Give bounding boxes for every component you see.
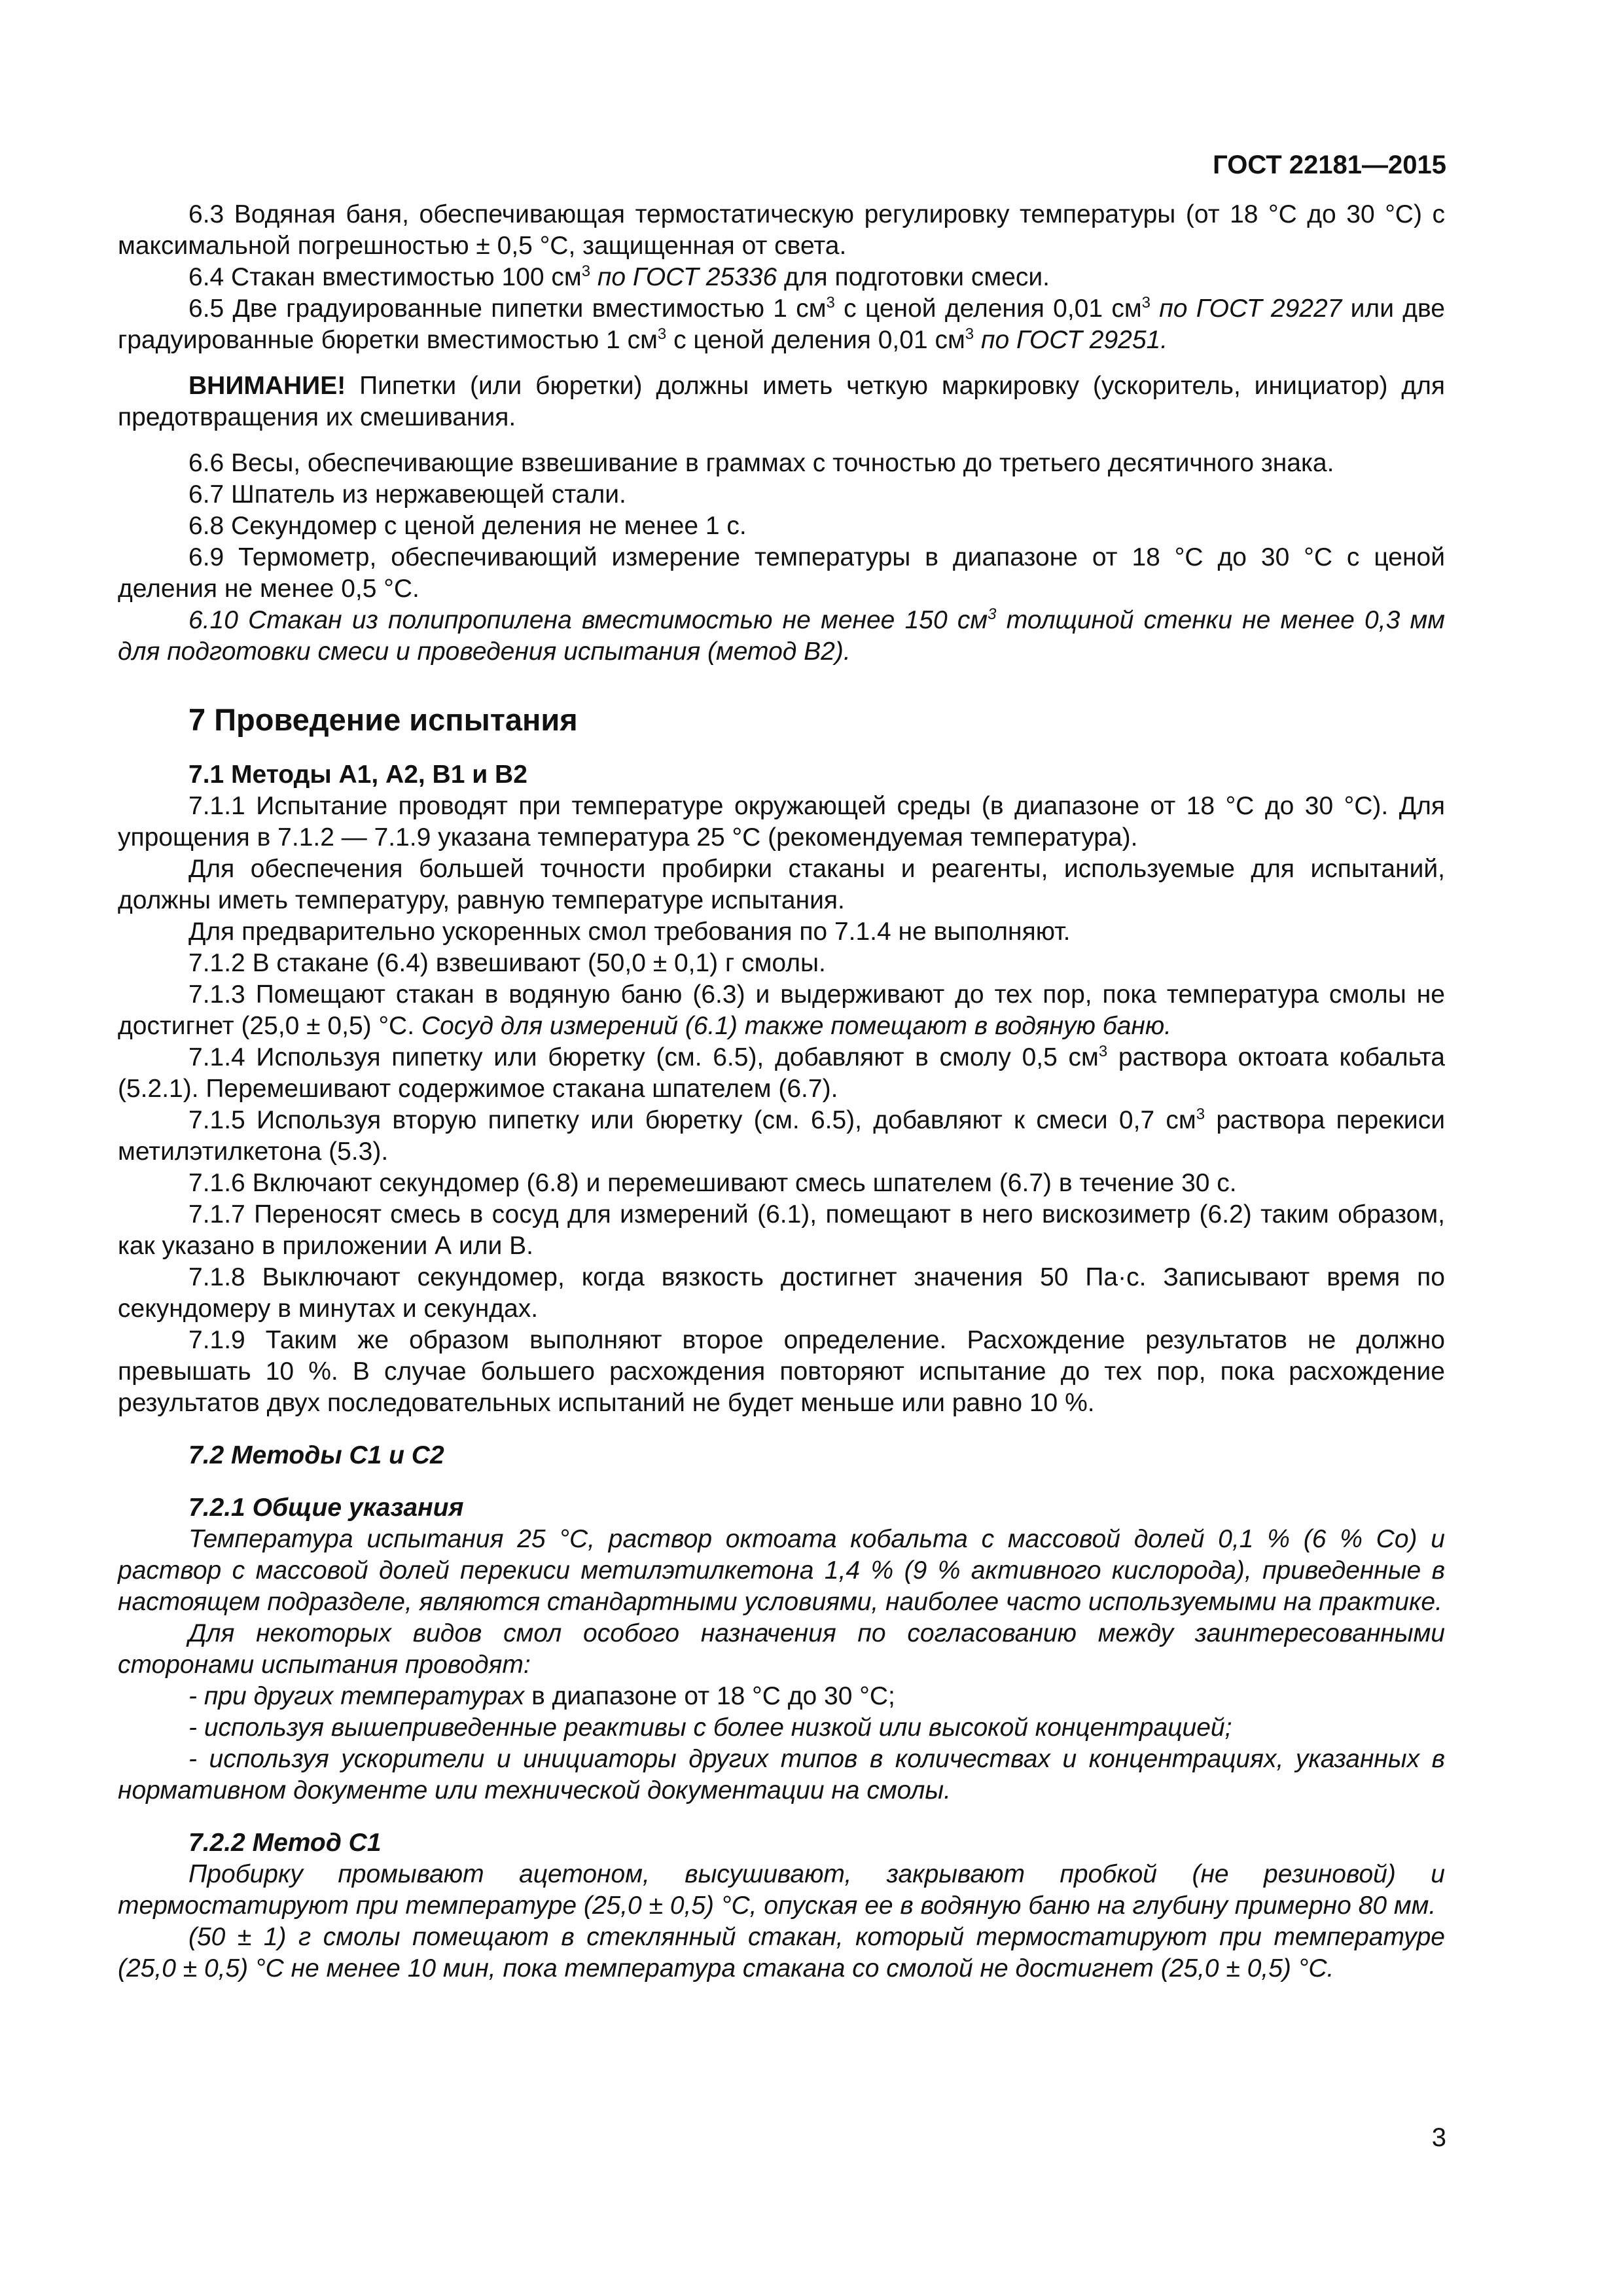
text-span: 7.1.4 Используя пипетку или бюретку (см. 6.5), добавляют в смолу 0,5 см <box>188 1043 1099 1071</box>
paragraph-7-1-2: 7.1.2 В стакане (6.4) взвешивают (50,0 ± 0,1) г смолы. <box>188 949 826 977</box>
paragraph-7-2-1b: Для некоторых видов смол особого назначения по согласованию между заинтересованными сторонами испытания проводят: <box>118 1619 1445 1679</box>
paragraph-6-9: 6.9 Термометр, обеспечивающий измерение температуры в диапазоне от 18 °С до 30 °С с ценой деления не менее 0,5 °С. <box>118 543 1445 603</box>
warning-label: ВНИМАНИЕ! <box>188 372 346 400</box>
superscript: 3 <box>657 325 667 343</box>
paragraph-6-10 <box>118 605 1445 668</box>
superscript: 3 <box>1098 1043 1108 1060</box>
paragraph-7-2-1a: Температура испытания 25 °С, раствор октоата кобальта с массовой долей 0,1 % (6 % Со) и раствор с массовой долей перекиси метилэтилкетона 1,4 % (9 % активного кислорода), приведенные в настоящем подразделе, являются стандартными условиями, наиболее часто используемыми на практике. <box>118 1525 1445 1616</box>
paragraph-6-5 <box>118 293 1445 356</box>
text-span: 6.10 Стакан из полипропилена вместимостью не менее 150 см <box>188 606 988 634</box>
paragraph-6-3: 6.3 Водяная баня, обеспечивающая термостатическую регулировку температуры (от 18 °С до 30 °С) с максимальной погрешностью ± 0,5 °С, защищенная от света. <box>118 200 1445 260</box>
list-item-temperature <box>118 1681 1445 1712</box>
paragraph-7-1-6: 7.1.6 Включают секундомер (6.8) и перемешивают смесь шпателем (6.7) в течение 30 с. <box>188 1169 1237 1197</box>
paragraph-7-1-3 <box>118 979 1445 1042</box>
text-span: с ценой деления 0,01 см <box>834 295 1142 323</box>
text-span: раствора перекиси метилэтилкетона (5.3). <box>118 1106 1445 1166</box>
text-span-italic: - при других температурах <box>188 1682 525 1710</box>
warning-paragraph <box>118 370 1445 433</box>
text-span: 6.4 Стакан вместимостью 100 см <box>188 263 582 291</box>
paragraph-7-1-5 <box>118 1105 1445 1168</box>
superscript: 3 <box>1196 1105 1205 1123</box>
paragraph-7-1-8: 7.1.8 Выключают секундомер, когда вязкость достигнет значения 50 Па·с. Записывают время по секундомеру в минутах и секундах. <box>118 1263 1445 1323</box>
text-span: с ценой деления 0,01 см <box>666 326 965 354</box>
text-span: 6.5 Две градуированные пипетки вместимостью 1 см <box>188 295 827 323</box>
text-span-italic: Сосуд для измерений (6.1) также помещают в водяную баню. <box>414 1012 1172 1040</box>
paragraph-6-7: 6.7 Шпатель из нержавеющей стали. <box>188 480 626 509</box>
paragraph-7-1-1: 7.1.1 Испытание проводят при температуре окружающей среды (в диапазоне от 18 °С до 30 °С). Для упрощения в 7.1.2 — 7.1.9 указана температура 25 °С (рекомендуемая температура). <box>118 792 1445 852</box>
superscript: 3 <box>988 605 997 623</box>
paragraph-7-2-2a: Пробирку промывают ацетоном, высушивают, закрывают пробкой (не резиновой) и термостатируют при температуре (25,0 ± 0,5) °С, опуская ее в водяную баню на глубину примерно 80 мм. <box>118 1860 1445 1920</box>
subsection-7-2-heading: 7.2 Методы С1 и С2 <box>188 1441 444 1469</box>
text-span: реактивы с более низкой или высокой концентрацией; <box>557 1713 1232 1742</box>
text-span: в диапазоне от 18 °С до 30 °С; <box>524 1682 895 1710</box>
text-span: для подготовки смеси. <box>777 263 1050 291</box>
paragraph-6-4 <box>118 262 1445 293</box>
subsection-7-2-1-heading: 7.2.1 Общие указания <box>188 1494 464 1522</box>
list-item-accelerators: - используя ускорители и инициаторы других типов в количествах и концентрациях, указанных в нормативном документе или технической документации на смолы. <box>118 1745 1445 1804</box>
paragraph-6-8: 6.8 Секундомер с ценой деления не менее 1 с. <box>188 512 747 540</box>
subsection-7-1-heading: 7.1 Методы А1, А2, В1 и В2 <box>188 761 527 789</box>
paragraph-7-1-1b: Для обеспечения большей точности пробирки стаканы и реагенты, используемые для испытаний, должны иметь температуру, равную температуре испытания. <box>118 855 1445 914</box>
paragraph-7-2-2b: (50 ± 1) г смолы помещают в стеклянный стакан, который термостатируют при температуре (25,0 ± 0,5) °С не менее 10 мин, пока температура стакана со смолой не достигнет (25,0 ± 0,5) °С. <box>118 1923 1445 1982</box>
text-span: раствора октоата кобальта (5.2.1). Перемешивают содержимое стакана шпателем (6.7). <box>118 1043 1445 1103</box>
paragraph-7-1-4 <box>118 1042 1445 1105</box>
text-span: толщиной стенки не менее 0,3 мм для подготовки смеси и проведения испытания (метод В2). <box>118 606 1445 666</box>
standard-reference: по ГОСТ 25336 <box>590 263 777 291</box>
page-number: 3 <box>1431 2123 1446 2152</box>
paragraph-7-1-7: 7.1.7 Переносят смесь в сосуд для измерений (6.1), помещают в него вискозиметр (6.2) таким образом, как указано в приложении А или В. <box>118 1200 1445 1260</box>
warning-text: Пипетки (или бюретки) должны иметь четкую маркировку (ускоритель, инициатор) для предотвращения их смешивания. <box>118 372 1445 431</box>
paragraph-6-6: 6.6 Весы, обеспечивающие взвешивание в граммах с точностью до третьего десятичного знака. <box>188 449 1334 477</box>
standard-reference: по ГОСТ 29227 <box>1150 295 1342 323</box>
text-span: - используя вышеприведенные <box>188 1713 558 1742</box>
superscript: 3 <box>826 294 835 312</box>
subsection-7-2-2-heading: 7.2.2 Метод С1 <box>188 1829 382 1857</box>
text-span: 7.1.5 Используя вторую пипетку или бюретку (см. 6.5), добавляют к смеси 0,7 см <box>188 1106 1196 1134</box>
document-id-header: ГОСТ 22181—2015 <box>1213 151 1446 179</box>
superscript: 3 <box>581 262 591 280</box>
text-span: или две градуированные бюретки вместимостью 1 см <box>118 295 1445 354</box>
document-body <box>118 199 1445 1984</box>
text-span: 7.1.3 Помещают стакан в водяную баню (6.3) и выдерживают до тех пор, пока температура смолы не достигнет (25,0 ± 0,5) °С. <box>118 980 1445 1040</box>
list-item-reagents <box>118 1712 1445 1744</box>
section-7-heading: 7 Проведение испытания <box>188 702 578 737</box>
superscript: 3 <box>1141 294 1150 312</box>
paragraph-7-1-9: 7.1.9 Таким же образом выполняют второе определение. Расхождение результатов не должно превышать 10 %. В случае большего расхождения повторяют испытание до тех пор, пока расхождение результатов двух последовательных испытаний не будет меньше или равно 10 %. <box>118 1326 1445 1417</box>
paragraph-7-1-1c: Для предварительно ускоренных смол требования по 7.1.4 не выполняют. <box>188 918 1071 946</box>
superscript: 3 <box>965 325 974 343</box>
standard-reference: по ГОСТ 29251. <box>974 326 1168 354</box>
